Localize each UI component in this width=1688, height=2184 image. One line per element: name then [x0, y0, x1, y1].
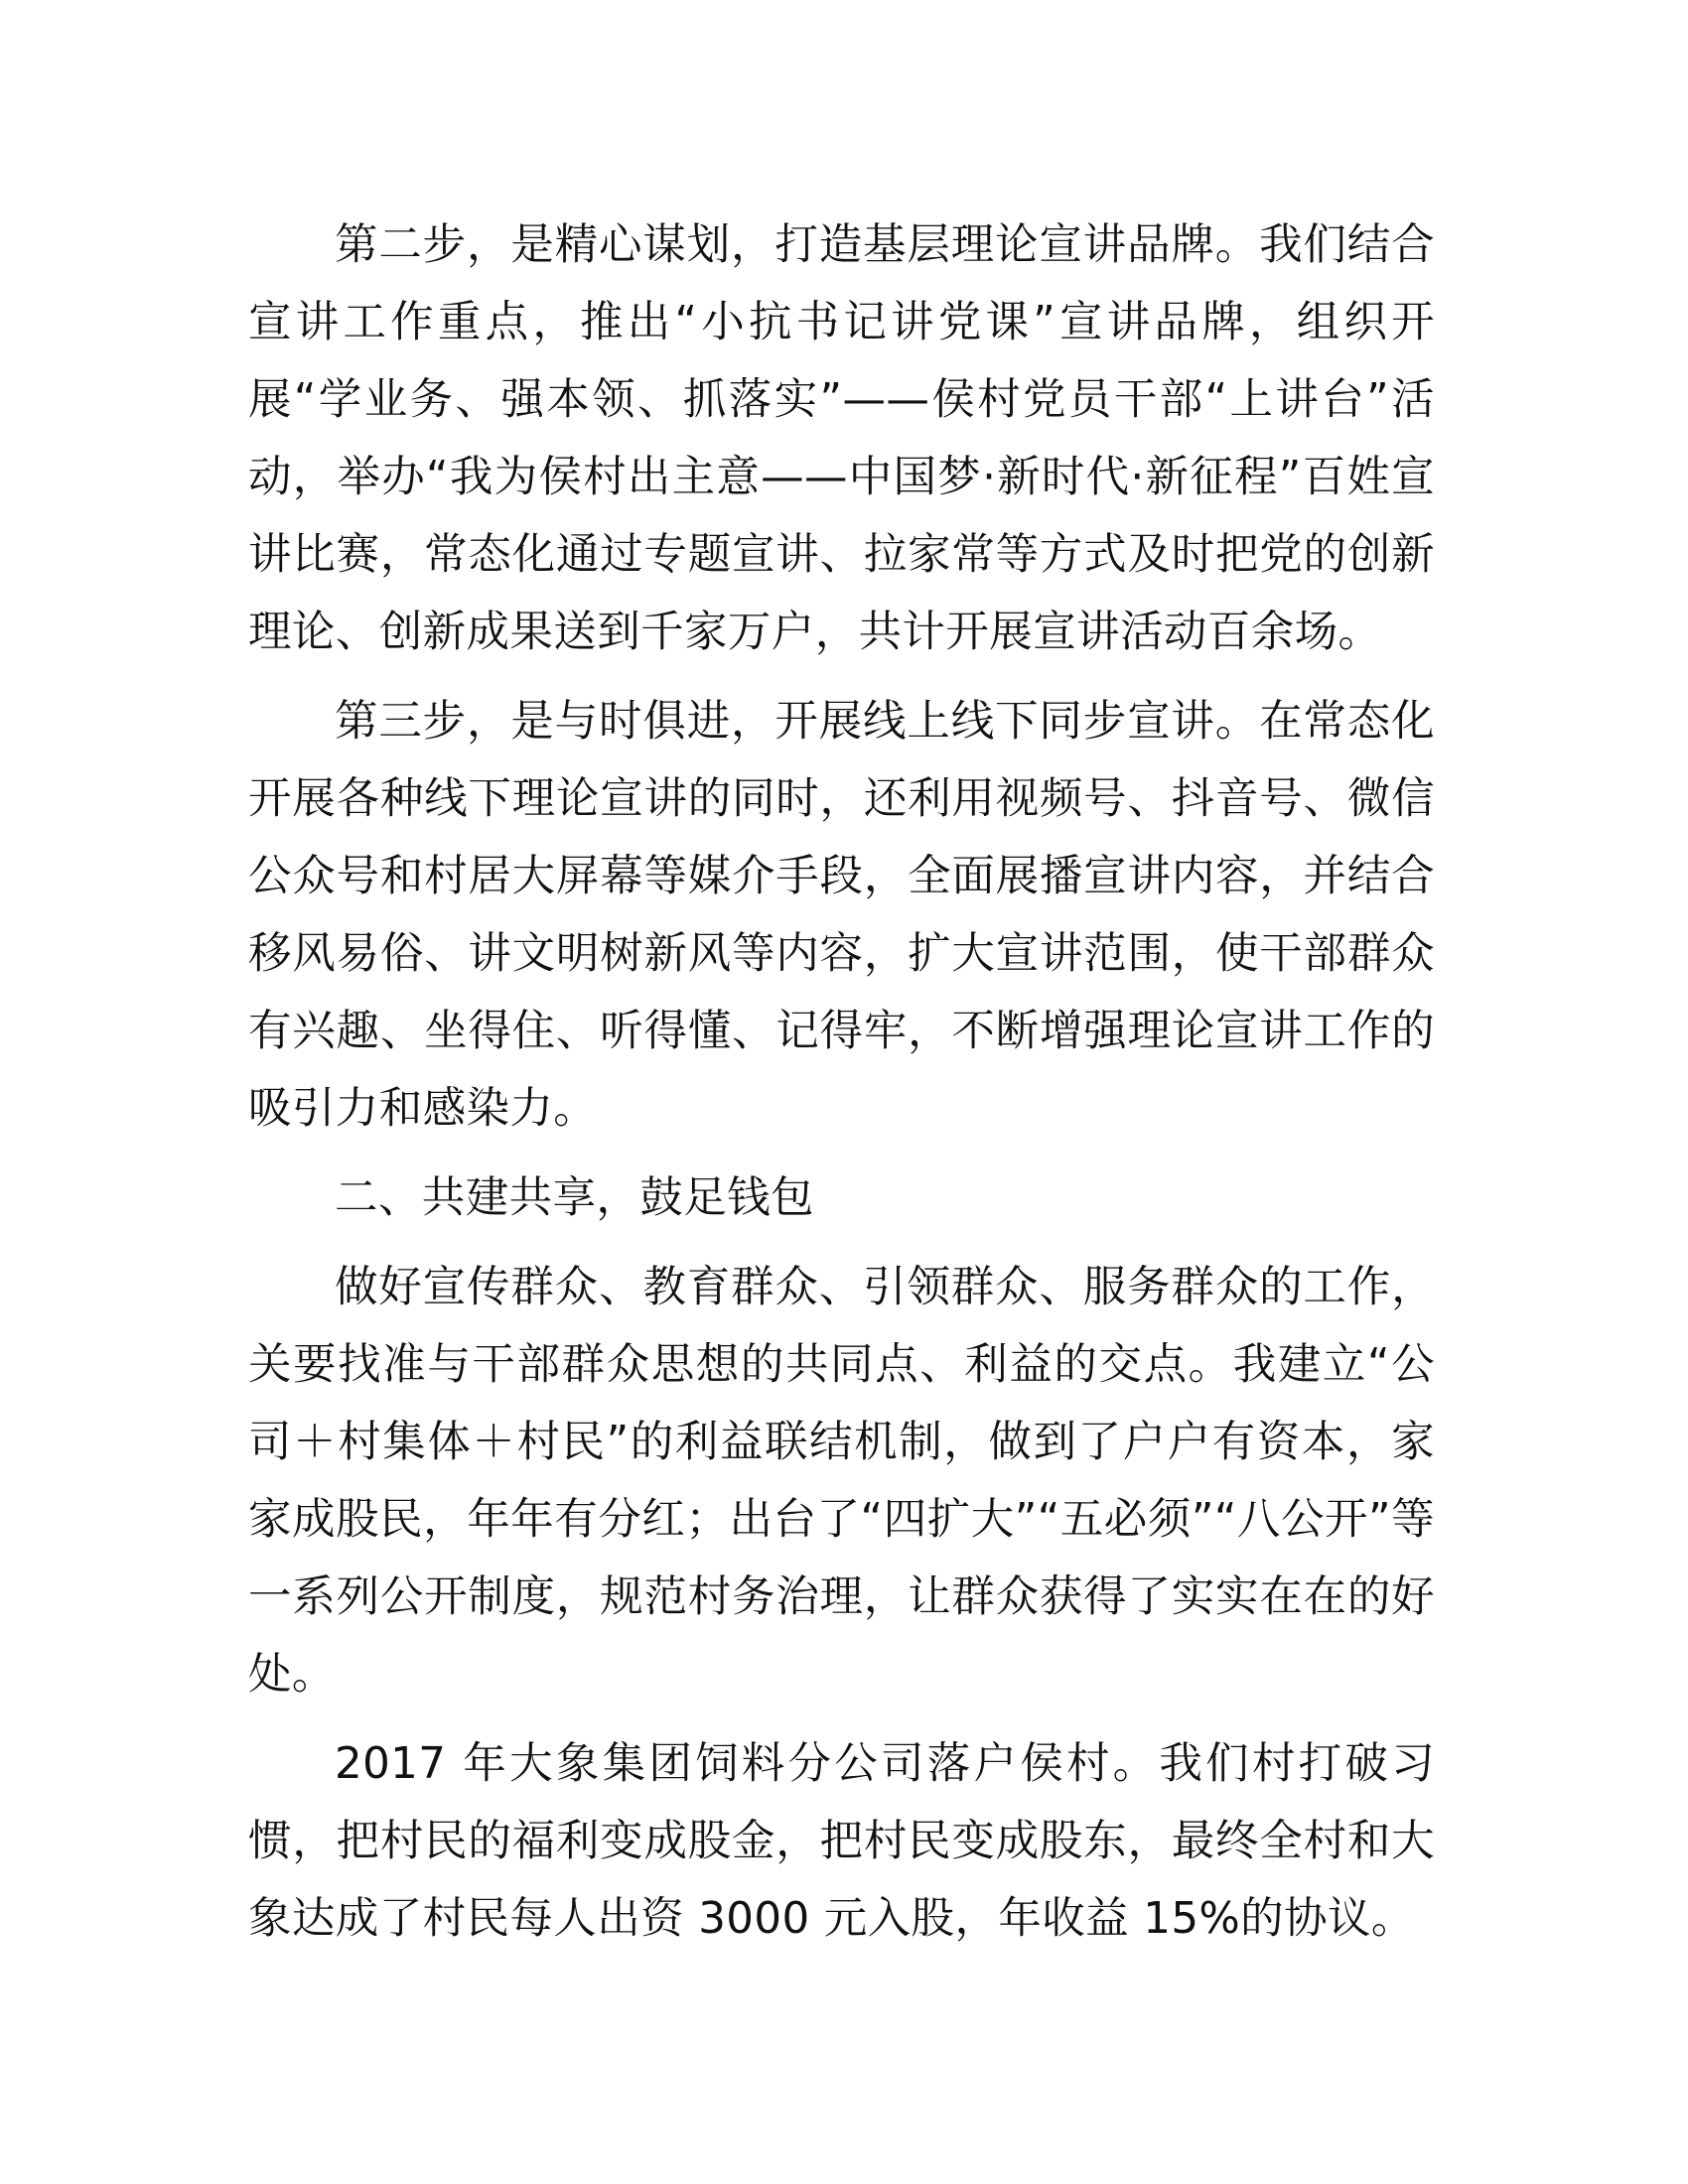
paragraph-shared-benefits: 做好宣传群众、教育群众、引领群众、服务群众的工作，关要找准与干部群众思想的共同点、利益的交点。我建立“公司＋村集体＋村民”的利益联结机制，做到了户户有资本，家家成股民，年年有分红；出台了“四扩大”“五必须”“八公开”等一系列公开制度，规范村务治理，让群众获得了实实在在的好处。 [248, 1263, 1435, 1700]
section-heading: 二、共建共享，鼓足钱包 [335, 1173, 814, 1223]
paragraph-step-two: 第二步，是精心谋划，打造基层理论宣讲品牌。我们结合宣讲工作重点，推出“小抗书记讲党课”宣讲品牌，组织开展“学业务、强本领、抓落实”——侯村党员干部“上讲台”活动，举办“我为侯村出主意——中国梦·新时代·新征程”百姓宣讲比赛，常态化通过专题宣讲、拉家常等方式及时把党的创新理论、创新成果送到千家万户，共计开展宣讲活动百余场。 [248, 220, 1435, 657]
document-body [248, 206, 1435, 1958]
paragraph-2017-investment: 2017 年大象集团饲料分公司落户侯村。我们村打破习惯，把村民的福利变成股金，把村民变成股东，最终全村和大象达成了村民每人出资 3000 元入股，年收益 15%的协议。 [248, 1739, 1435, 1944]
paragraph-step-three: 第三步，是与时俱进，开展线上线下同步宣讲。在常态化开展各种线下理论宣讲的同时，还利用视频号、抖音号、微信公众号和村居大屏幕等媒介手段，全面展播宣讲内容，并结合移风易俗、讲文明树新风等内容，扩大宣讲范围，使干部群众有兴趣、坐得住、听得懂、记得牢，不断增强理论宣讲工作的吸引力和感染力。 [248, 697, 1435, 1134]
